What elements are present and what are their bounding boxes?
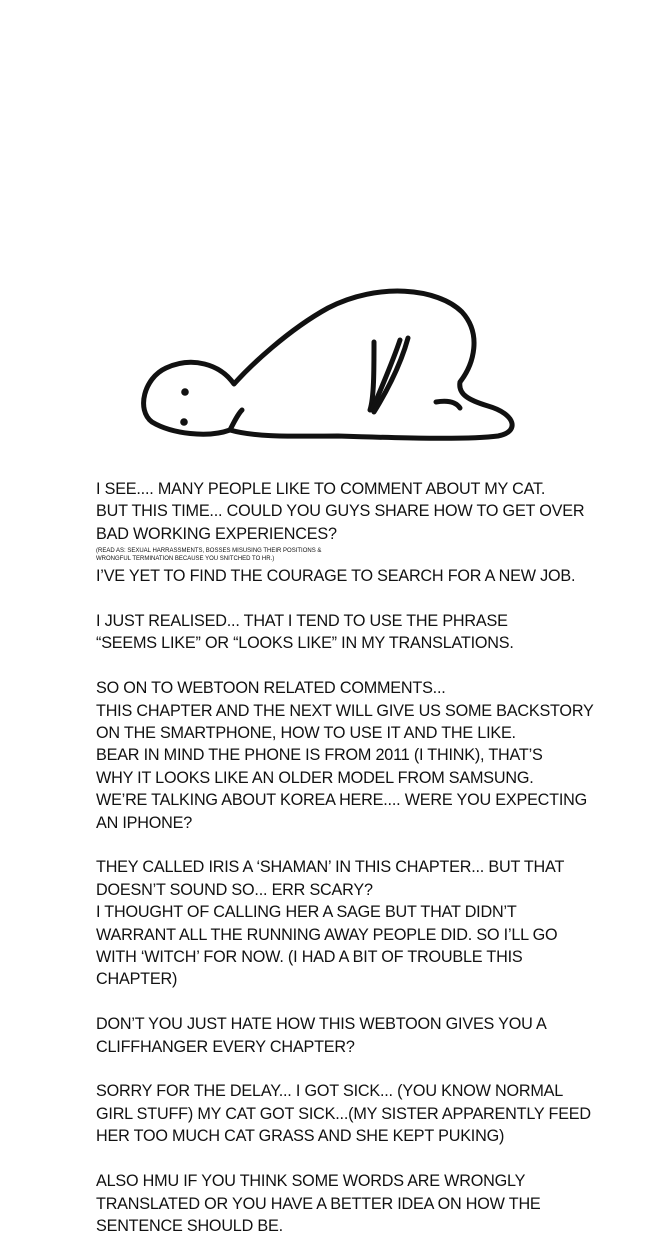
note-line: DOESN’T SOUND SO... ERR SCARY? [96, 880, 373, 899]
note-line: I JUST REALISED... THAT I TEND TO USE THE PHRASE [96, 612, 508, 631]
note-line: SENTENCE SHOULD BE. [96, 1216, 283, 1235]
translator-note [96, 478, 656, 1237]
note-line: I’VE YET TO FIND THE COURAGE TO SEARCH FOR A NEW JOB. [96, 567, 576, 586]
note-line: ALSO HMU IF YOU THINK SOME WORDS ARE WRONGLY [96, 1172, 526, 1191]
note-line: HER TOO MUCH CAT GRASS AND SHE KEPT PUKING) [96, 1127, 505, 1146]
fine-print-line: (READ AS: SEXUAL HARRASSMENTS, BOSSES MISUSING THEIR POSITIONS & [96, 548, 322, 555]
note-line: TRANSLATED OR YOU HAVE A BETTER IDEA ON HOW THE [96, 1194, 541, 1213]
note-line: WHY IT LOOKS LIKE AN OLDER MODEL FROM SAMSUNG. [96, 768, 534, 787]
note-line: BUT THIS TIME... COULD YOU GUYS SHARE HOW TO GET OVER [96, 502, 585, 521]
note-line: THEY CALLED IRIS A ‘SHAMAN’ IN THIS CHAPTER... BUT THAT [96, 858, 565, 877]
note-line: “SEEMS LIKE” OR “LOOKS LIKE” IN MY TRANSLATIONS. [96, 634, 514, 653]
paragraph-gap [96, 655, 656, 677]
note-line: SO ON TO WEBTOON RELATED COMMENTS... [96, 679, 446, 698]
paragraph-gap [96, 834, 656, 856]
note-line: CHAPTER) [96, 970, 178, 989]
note-line: ON THE SMARTPHONE, HOW TO USE IT AND THE LIKE. [96, 724, 516, 743]
note-line: WITH ‘WITCH’ FOR NOW. (I HAD A BIT OF TROUBLE THIS [96, 948, 523, 967]
note-line: DON’T YOU JUST HATE HOW THIS WEBTOON GIVES YOU A [96, 1015, 547, 1034]
note-line: SORRY FOR THE DELAY... I GOT SICK... (YOU KNOW NORMAL [96, 1082, 564, 1101]
note-line: BAD WORKING EXPERIENCES? [96, 524, 337, 543]
note-line: BEAR IN MIND THE PHONE IS FROM 2011 (I THINK), THAT’S [96, 746, 543, 765]
fine-print-line: WRONGFUL TERMINATION BECAUSE YOU SNITCHED TO HR.) [96, 556, 275, 563]
fine-print [96, 545, 656, 565]
note-line: AN IPHONE? [96, 813, 193, 832]
note-line: WARRANT ALL THE RUNNING AWAY PEOPLE DID. SO I’LL GO [96, 925, 558, 944]
paragraph-gap [96, 1148, 656, 1170]
note-line: CLIFFHANGER EVERY CHAPTER? [96, 1037, 355, 1056]
note-line: THIS CHAPTER AND THE NEXT WILL GIVE US SOME BACKSTORY [96, 701, 594, 720]
note-line: GIRL STUFF) MY CAT GOT SICK...(MY SISTER APPARENTLY FEED [96, 1104, 591, 1123]
note-line: I THOUGHT OF CALLING HER A SAGE BUT THAT DIDN’T [96, 903, 517, 922]
note-line: I SEE.... MANY PEOPLE LIKE TO COMMENT ABOUT MY CAT. [96, 480, 546, 498]
note-line: WE’RE TALKING ABOUT KOREA HERE.... WERE YOU EXPECTING [96, 791, 588, 810]
paragraph-gap [96, 991, 656, 1013]
paragraph-gap [96, 588, 656, 610]
paragraph-gap [96, 1058, 656, 1080]
bowing-figure-icon [138, 282, 522, 450]
